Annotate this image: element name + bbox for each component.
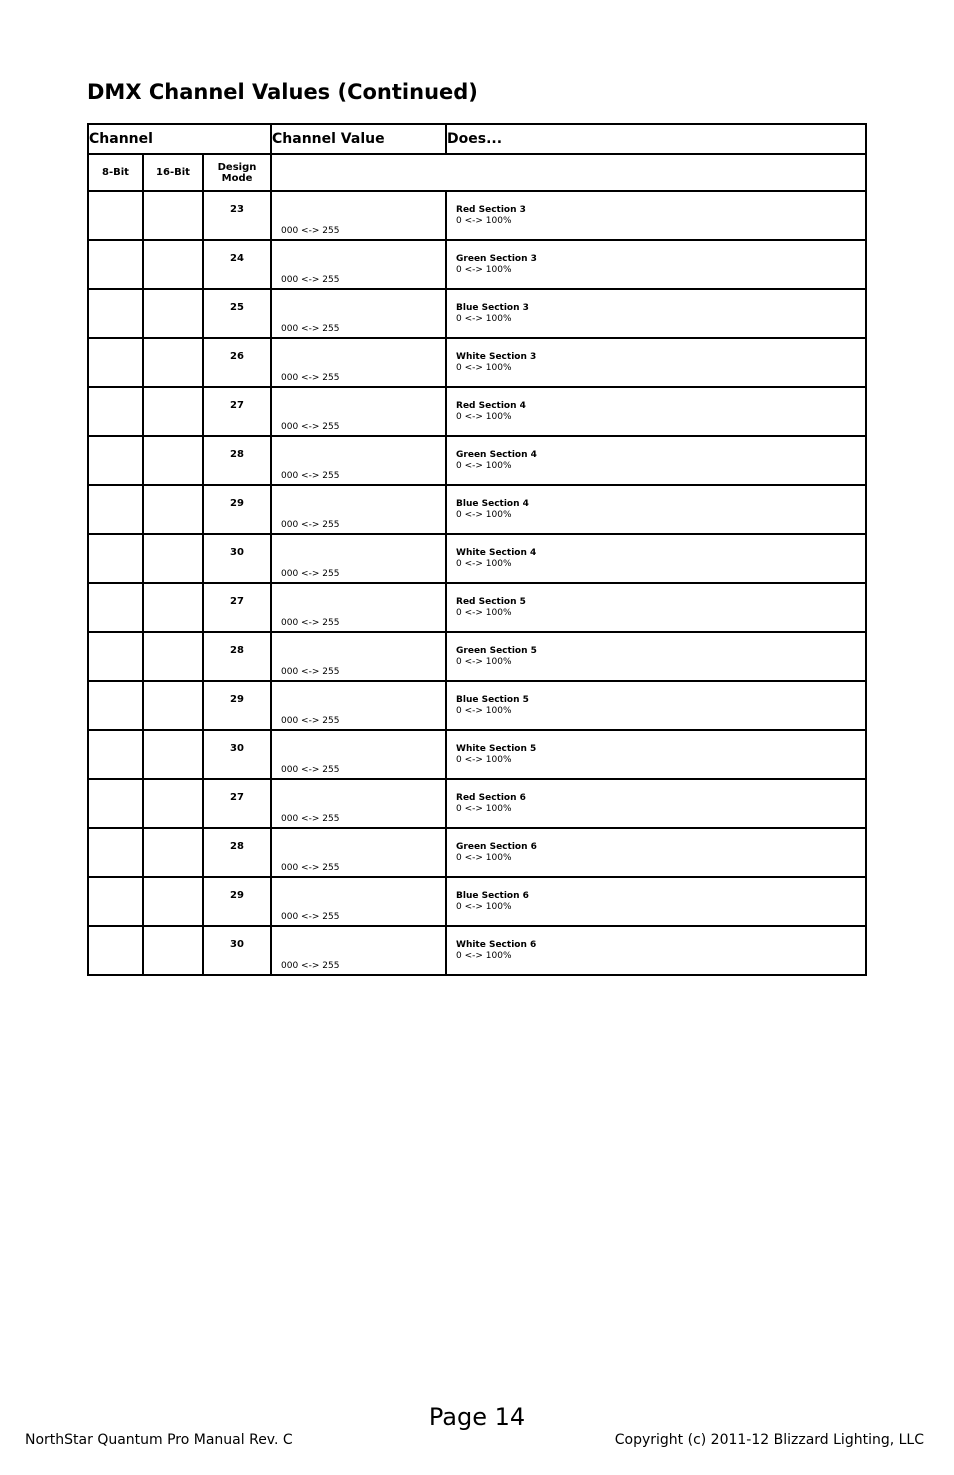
cell-channel-value: 000 <-> 255: [271, 240, 446, 289]
table-row: [88, 681, 866, 730]
cell-8-bit: [88, 730, 143, 779]
dmx-channel-table: [87, 123, 867, 976]
function-name: Blue Section 6: [456, 890, 529, 901]
cell-8-bit: [88, 485, 143, 534]
table-row: [88, 828, 866, 877]
cell-channel-value: 000 <-> 255: [271, 730, 446, 779]
table-body: [88, 191, 866, 975]
cell-channel-value: 000 <-> 255: [271, 779, 446, 828]
cell-does: [446, 534, 866, 583]
cell-16-bit: [143, 240, 203, 289]
footer-manual-title: NorthStar Quantum Pro Manual Rev. C: [25, 1432, 293, 1448]
cell-channel-value: 000 <-> 255: [271, 632, 446, 681]
cell-design-mode: 28: [203, 436, 271, 485]
cell-channel-value: 000 <-> 255: [271, 828, 446, 877]
function-range: 0 <-> 100%: [456, 950, 512, 961]
cell-does: [446, 485, 866, 534]
table-row: [88, 240, 866, 289]
cell-does: [446, 436, 866, 485]
table-row: [88, 730, 866, 779]
cell-8-bit: [88, 387, 143, 436]
cell-channel-value: 000 <-> 255: [271, 485, 446, 534]
cell-channel-value: 000 <-> 255: [271, 877, 446, 926]
cell-16-bit: [143, 828, 203, 877]
subheader-8-bit: 8-Bit: [88, 154, 143, 191]
function-range: 0 <-> 100%: [456, 705, 512, 716]
cell-channel-value: 000 <-> 255: [271, 534, 446, 583]
header-does: Does...: [446, 124, 866, 154]
cell-does: [446, 583, 866, 632]
cell-does: [446, 387, 866, 436]
cell-8-bit: [88, 191, 143, 240]
cell-8-bit: [88, 534, 143, 583]
page-number: Page 14: [428, 1403, 526, 1431]
cell-channel-value: 000 <-> 255: [271, 681, 446, 730]
cell-channel-value: 000 <-> 255: [271, 289, 446, 338]
footer-copyright: Copyright (c) 2011-12 Blizzard Lighting, LLC: [614, 1432, 924, 1448]
cell-8-bit: [88, 338, 143, 387]
cell-16-bit: [143, 926, 203, 975]
function-name: Red Section 3: [456, 204, 526, 215]
function-name: White Section 6: [456, 939, 537, 950]
function-range: 0 <-> 100%: [456, 852, 512, 863]
function-range: 0 <-> 100%: [456, 215, 512, 226]
function-name: Green Section 4: [456, 449, 537, 460]
function-range: 0 <-> 100%: [456, 460, 512, 471]
header-channel-value: Channel Value: [271, 124, 446, 154]
cell-design-mode: 23: [203, 191, 271, 240]
function-name: Green Section 5: [456, 645, 537, 656]
cell-design-mode: 28: [203, 632, 271, 681]
page-title: DMX Channel Values (Continued): [87, 80, 478, 104]
function-range: 0 <-> 100%: [456, 313, 512, 324]
cell-8-bit: [88, 289, 143, 338]
function-name: Red Section 4: [456, 400, 526, 411]
cell-16-bit: [143, 191, 203, 240]
function-name: Green Section 3: [456, 253, 537, 264]
table-row: [88, 534, 866, 583]
function-name: Blue Section 4: [456, 498, 529, 509]
function-range: 0 <-> 100%: [456, 558, 512, 569]
table-row: [88, 632, 866, 681]
cell-design-mode: 30: [203, 926, 271, 975]
subheader-design-mode: Design Mode: [203, 154, 271, 191]
cell-does: [446, 926, 866, 975]
table-row: [88, 387, 866, 436]
cell-does: [446, 730, 866, 779]
cell-does: [446, 828, 866, 877]
cell-design-mode: 28: [203, 828, 271, 877]
function-range: 0 <-> 100%: [456, 754, 512, 765]
table-row: [88, 191, 866, 240]
cell-does: [446, 240, 866, 289]
cell-design-mode: 27: [203, 779, 271, 828]
cell-design-mode: 24: [203, 240, 271, 289]
cell-8-bit: [88, 926, 143, 975]
cell-does: [446, 338, 866, 387]
cell-channel-value: 000 <-> 255: [271, 436, 446, 485]
cell-design-mode: 27: [203, 583, 271, 632]
cell-design-mode: 29: [203, 681, 271, 730]
table-row: [88, 485, 866, 534]
cell-does: [446, 289, 866, 338]
function-name: Blue Section 3: [456, 302, 529, 313]
function-name: Red Section 5: [456, 596, 526, 607]
cell-8-bit: [88, 877, 143, 926]
table-row: [88, 338, 866, 387]
function-range: 0 <-> 100%: [456, 411, 512, 422]
cell-design-mode: 30: [203, 534, 271, 583]
cell-16-bit: [143, 534, 203, 583]
cell-8-bit: [88, 828, 143, 877]
function-range: 0 <-> 100%: [456, 509, 512, 520]
cell-8-bit: [88, 632, 143, 681]
cell-16-bit: [143, 583, 203, 632]
function-name: White Section 4: [456, 547, 537, 558]
cell-16-bit: [143, 485, 203, 534]
function-range: 0 <-> 100%: [456, 264, 512, 275]
cell-channel-value: 000 <-> 255: [271, 387, 446, 436]
cell-16-bit: [143, 779, 203, 828]
cell-16-bit: [143, 877, 203, 926]
table-row: [88, 436, 866, 485]
cell-8-bit: [88, 681, 143, 730]
function-name: Red Section 6: [456, 792, 526, 803]
cell-16-bit: [143, 681, 203, 730]
cell-channel-value: 000 <-> 255: [271, 926, 446, 975]
cell-16-bit: [143, 289, 203, 338]
cell-16-bit: [143, 632, 203, 681]
table-row: [88, 877, 866, 926]
function-range: 0 <-> 100%: [456, 656, 512, 667]
cell-16-bit: [143, 387, 203, 436]
subheader-16-bit: 16-Bit: [143, 154, 203, 191]
cell-16-bit: [143, 338, 203, 387]
function-range: 0 <-> 100%: [456, 803, 512, 814]
cell-design-mode: 29: [203, 485, 271, 534]
cell-design-mode: 27: [203, 387, 271, 436]
cell-16-bit: [143, 730, 203, 779]
function-name: White Section 5: [456, 743, 537, 754]
cell-channel-value: 000 <-> 255: [271, 338, 446, 387]
function-range: 0 <-> 100%: [456, 607, 512, 618]
function-range: 0 <-> 100%: [456, 901, 512, 912]
cell-does: [446, 632, 866, 681]
cell-channel-value: 000 <-> 255: [271, 191, 446, 240]
cell-does: [446, 191, 866, 240]
function-range: 0 <-> 100%: [456, 362, 512, 373]
header-channel: Channel: [88, 124, 271, 154]
function-name: White Section 3: [456, 351, 537, 362]
cell-design-mode: 25: [203, 289, 271, 338]
cell-16-bit: [143, 436, 203, 485]
cell-does: [446, 779, 866, 828]
table-row: [88, 926, 866, 975]
function-name: Blue Section 5: [456, 694, 529, 705]
table-row: [88, 779, 866, 828]
cell-8-bit: [88, 583, 143, 632]
function-name: Green Section 6: [456, 841, 537, 852]
cell-8-bit: [88, 436, 143, 485]
cell-8-bit: [88, 240, 143, 289]
subheader-empty: [271, 154, 866, 191]
cell-8-bit: [88, 779, 143, 828]
cell-design-mode: 30: [203, 730, 271, 779]
table-row: [88, 583, 866, 632]
cell-does: [446, 681, 866, 730]
cell-design-mode: 29: [203, 877, 271, 926]
cell-design-mode: 26: [203, 338, 271, 387]
cell-channel-value: 000 <-> 255: [271, 583, 446, 632]
table-row: [88, 289, 866, 338]
cell-does: [446, 877, 866, 926]
